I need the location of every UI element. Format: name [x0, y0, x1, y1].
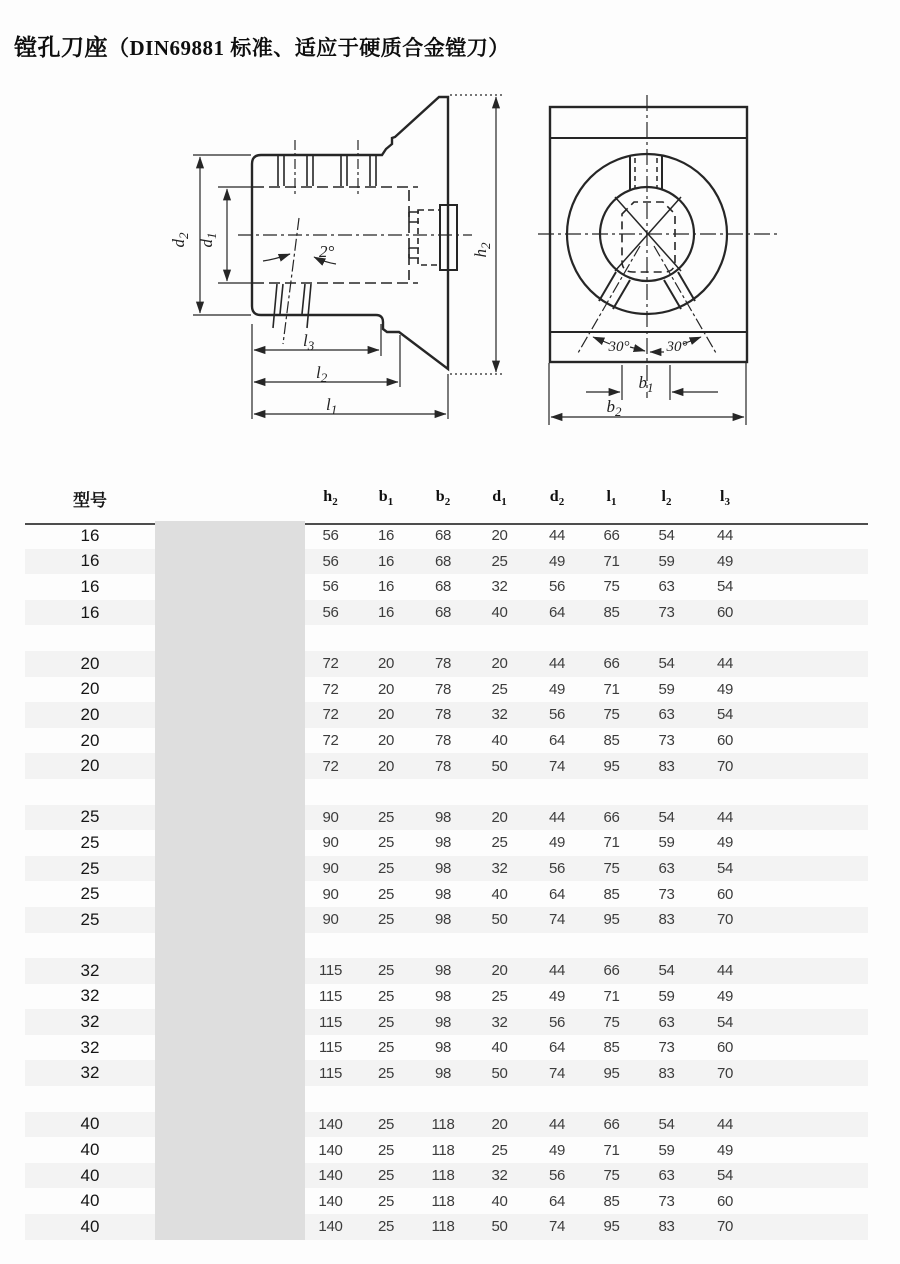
value-cell: 20 — [491, 962, 508, 980]
value-cell: 71 — [603, 1141, 620, 1159]
value-cell: 118 — [431, 1192, 455, 1210]
value-cell: 72 — [322, 732, 339, 750]
value-cell: 74 — [548, 1218, 566, 1236]
value-cell: 25 — [377, 1039, 395, 1057]
value-cell: 118 — [431, 1141, 455, 1159]
value-cell: 90 — [322, 911, 339, 929]
value-cell: 25 — [491, 552, 508, 570]
value-cell: 54 — [658, 1115, 675, 1133]
model-cell: 25 — [80, 884, 100, 904]
value-cell: 66 — [603, 1115, 620, 1133]
spacer-row — [25, 933, 868, 959]
value-cell: 70 — [716, 1218, 734, 1236]
highlight-column-band — [155, 521, 305, 1240]
value-cell: 20 — [377, 732, 395, 750]
value-cell: 59 — [658, 834, 675, 852]
value-cell: 78 — [434, 706, 452, 724]
value-cell: 25 — [377, 885, 395, 903]
value-cell: 98 — [434, 1039, 452, 1057]
column-header-l1: $l_1$ — [606, 488, 617, 509]
model-cell: 20 — [80, 653, 100, 673]
value-cell: 78 — [434, 732, 452, 750]
value-cell: 66 — [603, 527, 620, 545]
value-cell: 78 — [434, 655, 452, 673]
value-cell: 73 — [658, 1039, 675, 1057]
value-cell: 73 — [658, 732, 675, 750]
value-cell: 75 — [603, 706, 620, 724]
value-cell: 56 — [548, 578, 566, 596]
spacer-row — [25, 779, 868, 805]
value-cell: 140 — [318, 1167, 343, 1185]
model-cell: 20 — [80, 756, 100, 776]
table-row — [25, 753, 868, 779]
value-cell: 16 — [377, 604, 395, 622]
value-cell: 25 — [377, 1192, 395, 1210]
model-cell: 40 — [80, 1140, 100, 1160]
value-cell: 83 — [658, 1218, 675, 1236]
value-cell: 98 — [434, 1064, 452, 1082]
value-cell: 16 — [377, 527, 395, 545]
angle-arrow-left-inner — [630, 347, 645, 351]
model-cell: 20 — [80, 730, 100, 750]
spec-table — [25, 474, 868, 1240]
value-cell: 63 — [658, 1013, 675, 1031]
table-row — [25, 600, 868, 626]
value-cell: 40 — [491, 1039, 508, 1057]
dim-label-b2: $b_2$ — [606, 397, 622, 419]
table-row — [25, 958, 868, 984]
value-cell: 54 — [716, 1013, 734, 1031]
value-cell: 68 — [434, 604, 452, 622]
value-cell: 16 — [377, 552, 395, 570]
angle-label-2deg: 2° — [319, 242, 335, 261]
value-cell: 66 — [603, 808, 620, 826]
value-cell: 85 — [603, 885, 620, 903]
value-cell: 40 — [491, 732, 508, 750]
value-cell: 73 — [658, 1192, 675, 1210]
angle-arrow-left-outer — [593, 337, 610, 344]
table-row — [25, 1214, 868, 1240]
value-cell: 50 — [491, 1064, 508, 1082]
value-cell: 90 — [322, 834, 339, 852]
value-cell: 70 — [716, 1064, 734, 1082]
column-header-b2: $b_2$ — [435, 488, 451, 509]
value-cell: 118 — [431, 1115, 455, 1133]
value-cell: 115 — [318, 987, 342, 1005]
value-cell: 59 — [658, 680, 675, 698]
value-cell: 60 — [716, 732, 734, 750]
model-cell: 16 — [80, 602, 100, 622]
header-rule-left — [25, 523, 155, 525]
dim-label-l1: $l_1$ — [326, 395, 338, 417]
value-cell: 56 — [548, 1167, 566, 1185]
value-cell: 20 — [491, 1115, 508, 1133]
value-cell: 59 — [658, 987, 675, 1005]
value-cell: 25 — [377, 808, 395, 826]
value-cell: 66 — [603, 655, 620, 673]
value-cell: 71 — [603, 680, 620, 698]
value-cell: 68 — [434, 552, 452, 570]
value-cell: 25 — [377, 1167, 395, 1185]
value-cell: 49 — [716, 1141, 734, 1159]
value-cell: 98 — [434, 808, 452, 826]
value-cell: 25 — [377, 860, 395, 878]
table-row — [25, 523, 868, 549]
value-cell: 98 — [434, 1013, 452, 1031]
table-row — [25, 1035, 868, 1061]
value-cell: 56 — [322, 552, 339, 570]
model-cell: 25 — [80, 909, 100, 929]
value-cell: 78 — [434, 757, 452, 775]
top-screw-lines — [278, 156, 376, 186]
model-cell: 16 — [80, 525, 100, 545]
column-header-l3: $l_3$ — [720, 488, 730, 509]
value-cell: 95 — [603, 911, 620, 929]
model-cell: 16 — [80, 551, 100, 571]
table-header-row — [25, 474, 868, 523]
value-cell: 49 — [716, 834, 734, 852]
table-row — [25, 856, 868, 882]
model-cell: 32 — [80, 1037, 100, 1057]
table-row — [25, 1060, 868, 1086]
value-cell: 59 — [658, 552, 675, 570]
value-cell: 49 — [716, 987, 734, 1005]
value-cell: 49 — [548, 834, 566, 852]
model-cell: 32 — [80, 986, 100, 1006]
value-cell: 70 — [716, 757, 734, 775]
value-cell: 66 — [603, 962, 620, 980]
value-cell: 60 — [716, 604, 734, 622]
table-row — [25, 1137, 868, 1163]
value-cell: 85 — [603, 1039, 620, 1057]
value-cell: 64 — [548, 885, 566, 903]
dim-label-d2: $d_2$ — [169, 232, 191, 248]
table-row — [25, 805, 868, 831]
spacer-row — [25, 625, 868, 651]
value-cell: 20 — [377, 680, 395, 698]
value-cell: 63 — [658, 860, 675, 878]
value-cell: 25 — [377, 834, 395, 852]
value-cell: 72 — [322, 680, 339, 698]
value-cell: 98 — [434, 911, 452, 929]
value-cell: 49 — [716, 552, 734, 570]
value-cell: 25 — [377, 1218, 395, 1236]
column-header-model: 型号 — [73, 491, 107, 510]
value-cell: 20 — [491, 655, 508, 673]
value-cell: 98 — [434, 962, 452, 980]
value-cell: 25 — [491, 834, 508, 852]
model-cell: 25 — [80, 858, 100, 878]
value-cell: 64 — [548, 1192, 566, 1210]
value-cell: 32 — [491, 578, 508, 596]
value-cell: 72 — [322, 655, 339, 673]
value-cell: 50 — [491, 1218, 508, 1236]
value-cell: 64 — [548, 604, 566, 622]
value-cell: 71 — [603, 552, 620, 570]
value-cell: 44 — [716, 962, 734, 980]
value-cell: 59 — [658, 1141, 675, 1159]
value-cell: 25 — [377, 911, 395, 929]
value-cell: 68 — [434, 527, 452, 545]
column-header-l2: $l_2$ — [661, 488, 672, 509]
value-cell: 60 — [716, 885, 734, 903]
column-header-b1: $b_1$ — [378, 488, 394, 509]
value-cell: 60 — [716, 1192, 734, 1210]
value-cell: 90 — [322, 808, 339, 826]
bottom-screw-lines — [273, 284, 311, 328]
value-cell: 85 — [603, 732, 620, 750]
value-cell: 54 — [716, 1167, 734, 1185]
value-cell: 83 — [658, 911, 675, 929]
value-cell: 54 — [658, 655, 675, 673]
value-cell: 44 — [548, 1115, 566, 1133]
value-cell: 72 — [322, 706, 339, 724]
value-cell: 56 — [322, 527, 339, 545]
value-cell: 115 — [318, 1013, 342, 1031]
value-cell: 140 — [318, 1218, 343, 1236]
value-cell: 85 — [603, 604, 620, 622]
value-cell: 40 — [491, 1192, 508, 1210]
value-cell: 90 — [322, 885, 339, 903]
length-extension-lines — [252, 324, 448, 419]
model-cell: 25 — [80, 832, 100, 852]
table-body — [25, 523, 868, 1240]
value-cell: 20 — [491, 808, 508, 826]
value-cell: 72 — [322, 757, 339, 775]
value-cell: 70 — [716, 911, 734, 929]
value-cell: 20 — [377, 655, 395, 673]
dim-label-l3: $l_3$ — [303, 331, 315, 353]
value-cell: 54 — [716, 706, 734, 724]
value-cell: 74 — [548, 911, 566, 929]
value-cell: 60 — [716, 1039, 734, 1057]
value-cell: 83 — [658, 1064, 675, 1082]
model-cell: 20 — [80, 704, 100, 724]
clamp-block-hidden — [418, 210, 440, 265]
value-cell: 32 — [491, 1167, 508, 1185]
value-cell: 83 — [658, 757, 675, 775]
value-cell: 56 — [548, 706, 566, 724]
side-view-drawing — [120, 78, 520, 430]
value-cell: 44 — [716, 655, 734, 673]
value-cell: 118 — [431, 1167, 455, 1185]
value-cell: 54 — [658, 527, 675, 545]
value-cell: 40 — [491, 604, 508, 622]
value-cell: 115 — [318, 1064, 342, 1082]
model-cell: 40 — [80, 1216, 100, 1236]
value-cell: 44 — [716, 808, 734, 826]
model-cell: 20 — [80, 679, 100, 699]
value-cell: 74 — [548, 757, 566, 775]
table-row — [25, 1163, 868, 1189]
value-cell: 95 — [603, 1064, 620, 1082]
value-cell: 115 — [318, 962, 342, 980]
value-cell: 32 — [491, 706, 508, 724]
table-row — [25, 830, 868, 856]
angle-callout-arrow-left — [263, 254, 290, 261]
value-cell: 63 — [658, 706, 675, 724]
value-cell: 25 — [491, 1141, 508, 1159]
column-header-d2: $d_2$ — [549, 488, 565, 509]
value-cell: 50 — [491, 757, 508, 775]
page-title-product: 镗孔刀座 — [14, 35, 108, 61]
table-row — [25, 574, 868, 600]
table-row — [25, 549, 868, 575]
dim-label-l2: $l_2$ — [316, 363, 328, 385]
value-cell: 75 — [603, 1167, 620, 1185]
value-cell: 78 — [434, 680, 452, 698]
value-cell: 74 — [548, 1064, 566, 1082]
dim-label-d1: $d_1$ — [197, 232, 219, 248]
value-cell: 85 — [603, 1192, 620, 1210]
dim-label-h2: $h_2$ — [471, 242, 493, 258]
value-cell: 25 — [491, 987, 508, 1005]
value-cell: 32 — [491, 860, 508, 878]
value-cell: 49 — [548, 1141, 566, 1159]
page-title — [14, 29, 510, 62]
value-cell: 115 — [318, 1039, 342, 1057]
value-cell: 44 — [548, 808, 566, 826]
value-cell: 25 — [377, 1064, 395, 1082]
value-cell: 54 — [716, 578, 734, 596]
value-cell: 64 — [548, 732, 566, 750]
page-title-spec: （DIN69881 标准、适应于硬质合金镗刀） — [108, 36, 510, 61]
value-cell: 63 — [658, 578, 675, 596]
value-cell: 49 — [548, 680, 566, 698]
value-cell: 71 — [603, 834, 620, 852]
angle-label-30-left: 30° — [608, 339, 630, 355]
top-slot-hidden — [635, 158, 657, 188]
table-row — [25, 677, 868, 703]
value-cell: 75 — [603, 1013, 620, 1031]
table-row — [25, 984, 868, 1010]
value-cell: 68 — [434, 578, 452, 596]
model-cell: 32 — [80, 960, 100, 980]
value-cell: 95 — [603, 757, 620, 775]
value-cell: 20 — [377, 757, 395, 775]
value-cell: 44 — [716, 1115, 734, 1133]
table-row — [25, 702, 868, 728]
value-cell: 54 — [658, 808, 675, 826]
value-cell: 118 — [431, 1218, 455, 1236]
value-cell: 40 — [491, 885, 508, 903]
model-cell: 25 — [80, 807, 100, 827]
value-cell: 71 — [603, 987, 620, 1005]
value-cell: 56 — [548, 860, 566, 878]
table-row — [25, 728, 868, 754]
model-cell: 40 — [80, 1191, 100, 1211]
value-cell: 25 — [377, 1013, 395, 1031]
value-cell: 25 — [377, 987, 395, 1005]
value-cell: 25 — [377, 1115, 395, 1133]
value-cell: 98 — [434, 885, 452, 903]
spacer-row — [25, 1086, 868, 1112]
tilted-centerline — [283, 218, 299, 344]
value-cell: 44 — [548, 527, 566, 545]
value-cell: 25 — [377, 1141, 395, 1159]
value-cell: 56 — [322, 604, 339, 622]
value-cell: 44 — [716, 527, 734, 545]
model-cell: 40 — [80, 1165, 100, 1185]
value-cell: 54 — [658, 962, 675, 980]
table-row — [25, 1188, 868, 1214]
value-cell: 44 — [548, 655, 566, 673]
table-row — [25, 1009, 868, 1035]
value-cell: 20 — [377, 706, 395, 724]
angle-label-30-right: 30° — [666, 339, 688, 355]
value-cell: 75 — [603, 578, 620, 596]
value-cell: 49 — [716, 680, 734, 698]
value-cell: 25 — [377, 962, 395, 980]
value-cell: 56 — [322, 578, 339, 596]
value-cell: 98 — [434, 987, 452, 1005]
value-cell: 98 — [434, 834, 452, 852]
value-cell: 140 — [318, 1141, 343, 1159]
table-row — [25, 907, 868, 933]
model-cell: 32 — [80, 1012, 100, 1032]
value-cell: 73 — [658, 885, 675, 903]
value-cell: 140 — [318, 1115, 343, 1133]
value-cell: 75 — [603, 860, 620, 878]
value-cell: 44 — [548, 962, 566, 980]
table-row — [25, 651, 868, 677]
header-rule-right — [305, 523, 868, 525]
value-cell: 64 — [548, 1039, 566, 1057]
value-cell: 54 — [716, 860, 734, 878]
dim-label-b1: $b_1$ — [638, 373, 654, 395]
value-cell: 16 — [377, 578, 395, 596]
value-cell: 56 — [548, 1013, 566, 1031]
value-cell: 98 — [434, 860, 452, 878]
model-cell: 40 — [80, 1114, 100, 1134]
value-cell: 95 — [603, 1218, 620, 1236]
value-cell: 25 — [491, 680, 508, 698]
value-cell: 63 — [658, 1167, 675, 1185]
column-header-h2: $h_2$ — [323, 488, 338, 509]
value-cell: 32 — [491, 1013, 508, 1031]
column-header-d1: $d_1$ — [492, 488, 507, 509]
value-cell: 90 — [322, 860, 339, 878]
value-cell: 140 — [318, 1192, 343, 1210]
value-cell: 20 — [491, 527, 508, 545]
model-cell: 16 — [80, 576, 100, 596]
front-view-drawing — [530, 85, 800, 435]
value-cell: 50 — [491, 911, 508, 929]
value-cell: 73 — [658, 604, 675, 622]
model-cell: 32 — [80, 1063, 100, 1083]
value-cell: 49 — [548, 552, 566, 570]
table-row — [25, 1112, 868, 1138]
table-row — [25, 881, 868, 907]
value-cell: 49 — [548, 987, 566, 1005]
